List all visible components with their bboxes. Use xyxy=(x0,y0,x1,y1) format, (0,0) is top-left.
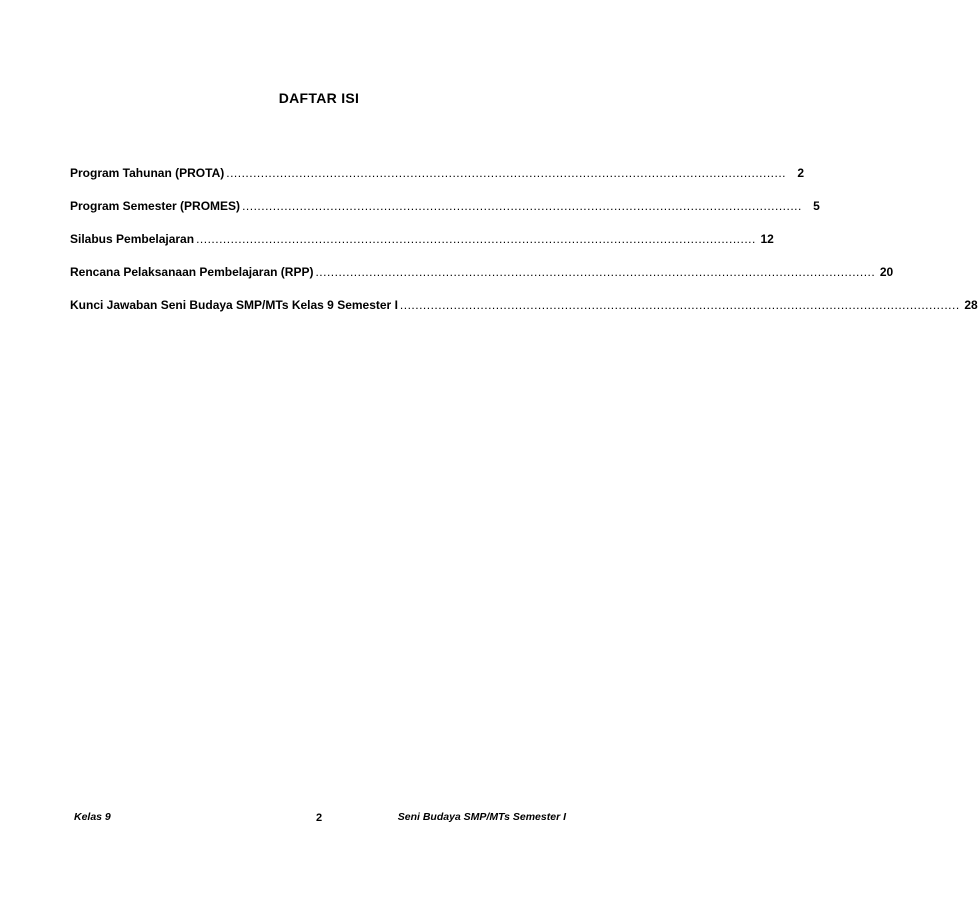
toc-dot-leader: .................................................................................................................................................. xyxy=(242,199,802,213)
table-of-contents xyxy=(70,166,978,331)
toc-page-number: 12 xyxy=(760,232,774,246)
toc-page-number: 28 xyxy=(964,298,978,312)
toc-page-number: 5 xyxy=(813,199,820,213)
toc-dot-leader: .................................................................................................................................................. xyxy=(315,265,876,279)
toc-entry-kunci-jawaban[interactable] xyxy=(70,298,978,331)
toc-dot-leader: .................................................................................................................................................. xyxy=(399,298,960,312)
toc-entry-promes[interactable] xyxy=(70,199,820,232)
toc-entry-silabus[interactable] xyxy=(70,232,774,265)
footer-subject-label: Seni Budaya SMP/MTs Semester I xyxy=(397,811,566,823)
toc-page-number: 20 xyxy=(879,265,894,279)
page-title: DAFTAR ISI xyxy=(278,90,360,106)
toc-entry-label: Program Tahunan (PROTA) xyxy=(70,166,225,180)
toc-entry-label: Rencana Pelaksanaan Pembelajaran (RPP) xyxy=(70,265,314,279)
toc-entry-rpp[interactable] xyxy=(70,265,894,298)
toc-dot-leader: .................................................................................................................................................. xyxy=(196,232,756,246)
footer-class-label: Kelas 9 xyxy=(74,811,111,823)
toc-entry-prota[interactable] xyxy=(70,166,804,199)
toc-entry-label: Program Semester (PROMES) xyxy=(70,199,241,213)
toc-page-number: 2 xyxy=(797,166,804,180)
toc-entry-label: Silabus Pembelajaran xyxy=(70,232,195,246)
footer-page-number: 2 xyxy=(316,812,323,824)
toc-dot-leader: .................................................................................................................................................. xyxy=(226,166,786,180)
toc-entry-label: Kunci Jawaban Seni Budaya SMP/MTs Kelas 9 Semester I xyxy=(70,298,398,312)
page-footer xyxy=(74,811,566,827)
